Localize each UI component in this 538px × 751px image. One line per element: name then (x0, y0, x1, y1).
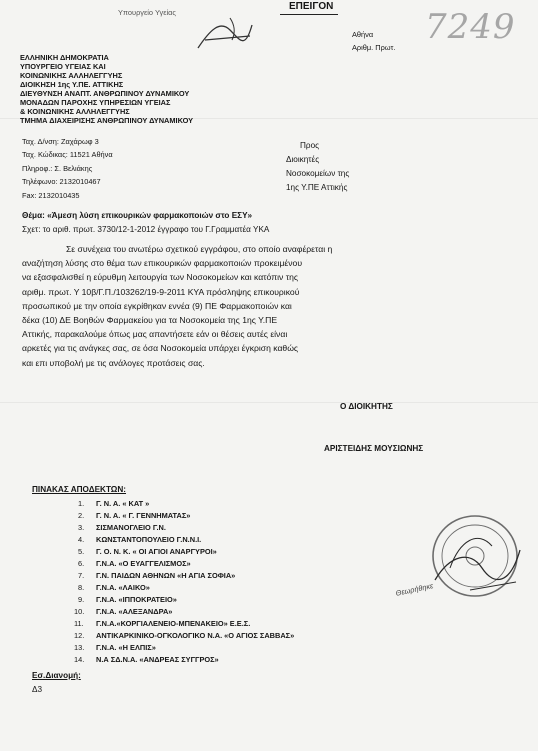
list-item-number: 2. (78, 511, 85, 520)
list-item-number: 8. (78, 583, 85, 592)
contact-address: Ταχ. Δ/νση: Ζαχάρωφ 3 (22, 137, 99, 146)
list-item-number: 6. (78, 559, 85, 568)
urgent-underline (280, 14, 338, 15)
recipient-line: Διοικητές (286, 155, 320, 164)
list-item: Γ.Ν. ΠΑΙΔΩΝ ΑΘΗΝΩΝ «Η ΑΓΙΑ ΣΟΦΙΑ» (96, 571, 236, 580)
official-stamp (420, 510, 525, 605)
letterhead-line: ΕΛΛΗΝΙΚΗ ΔΗΜΟΚΡΑΤΙΑ (20, 53, 109, 62)
letterhead-line: ΜΟΝΑΔΩΝ ΠΑΡΟΧΗΣ ΥΠΗΡΕΣΙΩΝ ΥΓΕΙΑΣ (20, 98, 171, 107)
body-paragraph (22, 242, 498, 370)
handwritten-protocol-number: 7249 (425, 7, 516, 47)
body-line: Σε συνέχεια του ανωτέρω σχετικού εγγράφου, στο οποίο αναφέρεται η (66, 244, 333, 254)
subject-line: Θέμα: «Άμεση λύση επικουρικών φαρμακοποιών στο ΕΣΥ» (22, 211, 253, 220)
list-item: ΣΙΣΜΑΝΟΓΛΕΙΟ Γ.Ν. (96, 523, 166, 532)
body-line: αριθμ. πρωτ. Υ 10β/Γ.Π./103262/19-9-2011 ΚΥΑ πρόσληψης επικουρικού (22, 286, 300, 297)
letterhead-line: ΔΙΟΙΚΗΣΗ 1ης Υ.ΠΕ. ΑΤΤΙΚΗΣ (20, 80, 124, 89)
list-item-number: 14. (74, 655, 85, 664)
list-item-number: 12. (74, 631, 85, 640)
body-line: να εξασφαλισθεί η εύρυθμη λειτουργία των Νοσοκομείων και κατόπιν της (22, 272, 299, 283)
signature-name: ΑΡΙΣΤΕΙΔΗΣ ΜΟΥΣΙΩΝΗΣ (324, 444, 424, 453)
list-item-number: 9. (78, 595, 85, 604)
list-item: ΑΝΤΙΚΑΡΚΙΝΙΚΟ-ΟΓΚΟΛΟΓΙΚΟ Ν.Α. «Ο ΑΓΙΟΣ ΣΑΒΒΑΣ» (96, 631, 295, 640)
list-item-number: 7. (78, 571, 85, 580)
letterhead-line: ΤΜΗΜΑ ΔΙΑΧΕΙΡΙΣΗΣ ΑΝΘΡΩΠΙΝΟΥ ΔΥΝΑΜΙΚΟΥ (20, 116, 194, 125)
contact-postcode: Ταχ. Κώδικας: 11521 Αθήνα (22, 150, 113, 159)
list-item-number: 11. (74, 619, 84, 628)
stamp-text: Θεωρήθηκε (394, 581, 434, 598)
recipient-line: 1ης Υ.ΠΕ Αττικής (286, 183, 348, 192)
body-line: δέκα (10) ΔΕ Βοηθών Φαρμακείου για τα Νοσοκομεία της 1ης Υ.ΠΕ (22, 315, 278, 326)
list-item-number: 3. (78, 523, 85, 532)
contact-fax: Fax: 2132010435 (22, 191, 80, 200)
header-protocol-number: Αριθμ. Πρωτ. (352, 43, 396, 52)
list-item-number: 13. (74, 643, 85, 652)
top-stamp-text: Υπουργείο Υγείας (118, 8, 176, 17)
body-line: προσωπικού με την οποία εγκρίθηκαν εννέα (9) ΠΕ Φαρμακοποιών και (22, 300, 292, 311)
letterhead-line: ΥΠΟΥΡΓΕΙΟ ΥΓΕΙΑΣ ΚΑΙ (20, 62, 106, 71)
list-item: Γ.Ν.Α. «Ο ΕΥΑΓΓΕΛΙΣΜΟΣ» (96, 559, 191, 568)
body-line: Αττικής, παρακαλούμε όπως μας απαντήσετε εάν οι θέσεις αυτές είναι (22, 329, 288, 340)
internal-distribution-code: Δ3 (32, 685, 43, 694)
internal-distribution-heading: Εσ.Διανομή: (32, 671, 81, 680)
list-item: Γ. Ν. Α. « ΚΑΤ » (96, 499, 150, 508)
signature-title: Ο ΔΙΟΙΚΗΤΗΣ (340, 402, 393, 411)
list-item: Γ.Ν.Α. «ΙΠΠΟΚΡΑΤΕΙΟ» (96, 595, 177, 604)
list-item: Γ. Ν. Α. « Γ. ΓΕΝΝΗΜΑΤΑΣ» (96, 511, 191, 520)
list-item: Γ.Ν.Α. «ΛΑΙΚΟ» (96, 583, 150, 592)
list-item-number: 4. (78, 535, 85, 544)
scan-line (0, 402, 538, 403)
list-item: Γ. Ο. Ν. Κ. « ΟΙ ΑΓΙΟΙ ΑΝΑΡΓΥΡΟΙ» (96, 547, 217, 556)
list-item-number: 10. (74, 607, 85, 616)
letterhead-line: & ΚΟΙΝΩΝΙΚΗΣ ΑΛΛΗΛΕΓΓΥΗΣ (20, 107, 130, 116)
letterhead-line: ΚΟΙΝΩΝΙΚΗΣ ΑΛΛΗΛΕΓΓΥΗΣ (20, 71, 123, 80)
body-line: και επι υποβολή με τις ανάλογες προτάσεις σας. (22, 357, 205, 368)
letterhead-line: ΔΙΕΥΘΥΝΣΗ ΑΝΑΠΤ. ΑΝΘΡΩΠΙΝΟΥ ΔΥΝΑΜΙΚΟΥ (20, 89, 190, 98)
list-item: Ν.Α ΣΔ.Ν.Α. «ΑΝΔΡΕΑΣ ΣΥΓΓΡΟΣ» (96, 655, 219, 664)
body-line: αναζήτηση λύσης στο θέμα των επικουρικών φαρμακοποιών προκειμένου (22, 258, 303, 269)
header-athens: Αθήνα (352, 30, 374, 39)
distribution-heading: ΠΙΝΑΚΑΣ ΑΠΟΔΕΚΤΩΝ: (32, 485, 127, 494)
list-item: Γ.Ν.Α.«ΚΟΡΓΙΑΛΕΝΕΙΟ-ΜΠΕΝΑΚΕΙΟ» Ε.Ε.Σ. (96, 619, 251, 628)
body-line: αρκετές για τις ανάγκες σας, σε όσα Νοσοκομεία υπάρχει έγκριση καθώς (22, 343, 299, 354)
contact-phone: Τηλέφωνο: 2132010467 (22, 177, 101, 186)
recipient-line: Νοσοκομείων της (286, 169, 350, 178)
handwritten-initials (190, 10, 270, 55)
contact-info: Πληροφ.: Σ. Βελιάκης (22, 164, 93, 173)
recipient-pros: Προς (300, 141, 320, 150)
reference-line: Σχετ: το αριθ. πρωτ. 3730/12-1-2012 έγγραφο του Γ.Γραμματέα ΥΚΑ (22, 225, 270, 234)
list-item: Γ.Ν.Α. «ΑΛΕΞΑΝΔΡΑ» (96, 607, 173, 616)
urgent-label: ΕΠΕΙΓΟΝ (289, 1, 334, 12)
list-item-number: 1. (78, 499, 85, 508)
list-item-number: 5. (78, 547, 85, 556)
list-item: Γ.Ν.Α. «Η ΕΛΠΙΣ» (96, 643, 156, 652)
list-item: ΚΩΝΣΤΑΝΤΟΠΟΥΛΕΙΟ Γ.Ν.Ν.Ι. (96, 535, 202, 544)
